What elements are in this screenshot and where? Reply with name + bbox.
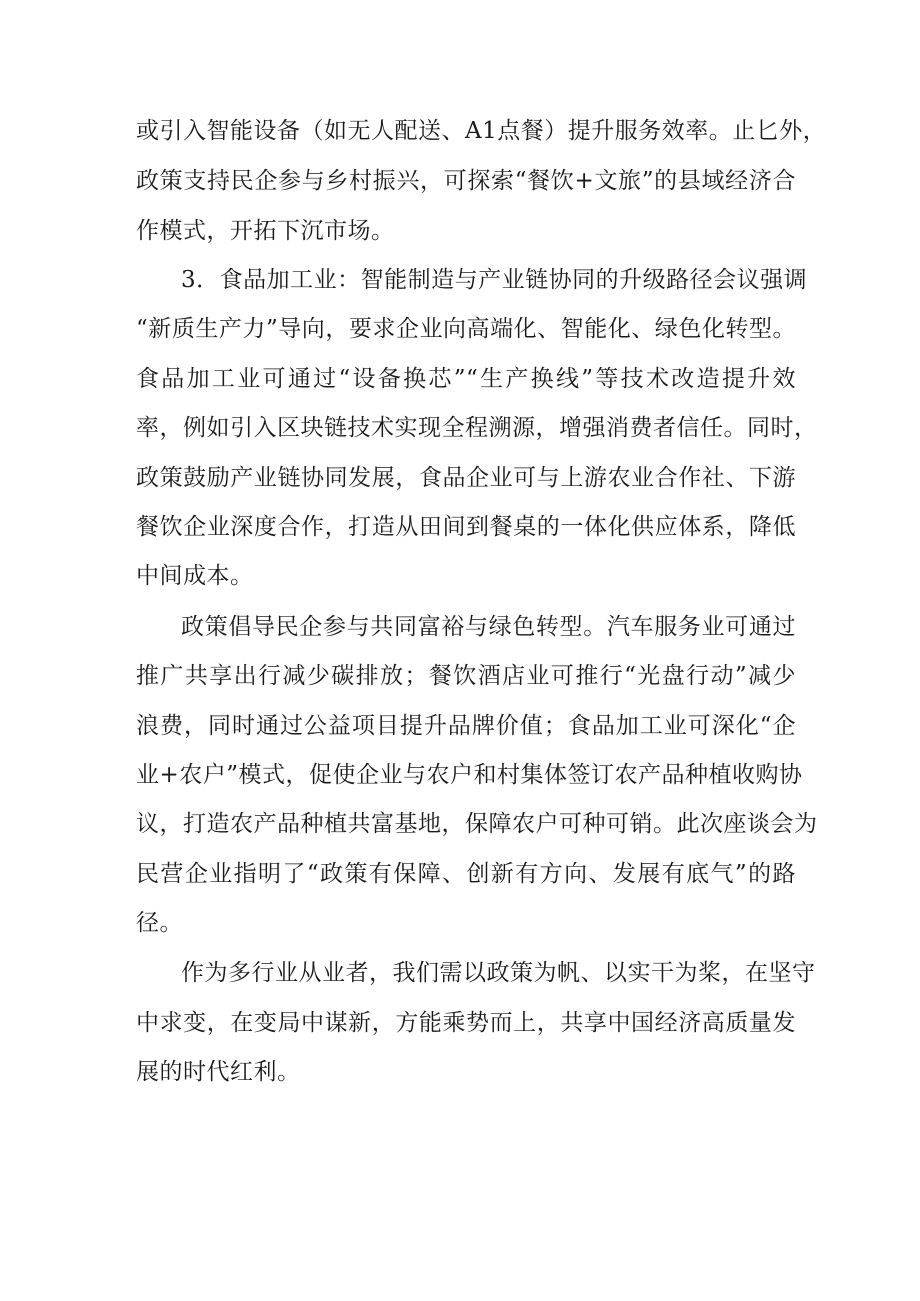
text-line: 作为多行业从业者，我们需以政策为帆、以实干为桨，在坚守	[181, 960, 816, 986]
text-line: 政策鼓励产业链协同发展，食品企业可与上游农业合作社、下游	[136, 465, 796, 491]
text-line: 政策倡导民企参与共同富裕与绿色转型。汽车服务业可通过	[181, 614, 796, 640]
text-line: “新质生产力”导向，要求企业向高端化、智能化、绿色化转型。	[136, 316, 796, 342]
text-line: 民营企业指明了“政策有保障、创新有方向、发展有底气”的路	[136, 861, 796, 887]
text-line: 或引入智能设备（如无人配送、A1点餐）提升服务效率。止匕外，	[136, 118, 827, 144]
text-line: 推广共享出行减少碳排放；餐饮酒店业可推行“光盘行动”减少	[136, 663, 796, 689]
section-heading-line: 3．食品加工业：智能制造与产业链协同的升级路径会议强调	[181, 267, 808, 293]
text-line: 中求变，在变局中谋新，方能乘势而上，共享中国经济高质量发	[136, 1010, 796, 1036]
text-line: 浪费，同时通过公益项目提升品牌价值；食品加工业可深化“企	[136, 713, 796, 739]
text-line: 餐饮企业深度合作，打造从田间到餐桌的一体化供应体系，降低	[136, 514, 796, 540]
text-line: 径。	[136, 910, 183, 936]
text-line: 展的时代红利。	[136, 1059, 301, 1085]
text-line: 政策支持民企参与乡村振兴，可探索“餐饮+文旅”的县域经济合	[136, 168, 796, 194]
text-line: 食品加工业可通过“设备换芯”“生产换线”等技术改造提升效	[136, 366, 796, 392]
text-line: 中间成本。	[136, 563, 254, 589]
text-line: 业+农户”模式，促使企业与农户和村集体签订农产品种植收购协	[136, 762, 803, 788]
text-line: 议，打造农产品种植共富基地，保障农户可种可销。此次座谈会为	[136, 811, 818, 837]
text-line: 率，例如引入区块链技术实现全程溯源，增强消费者信任。同时，	[136, 415, 818, 441]
text-line: 作模式，开拓下沉市场。	[136, 218, 395, 244]
